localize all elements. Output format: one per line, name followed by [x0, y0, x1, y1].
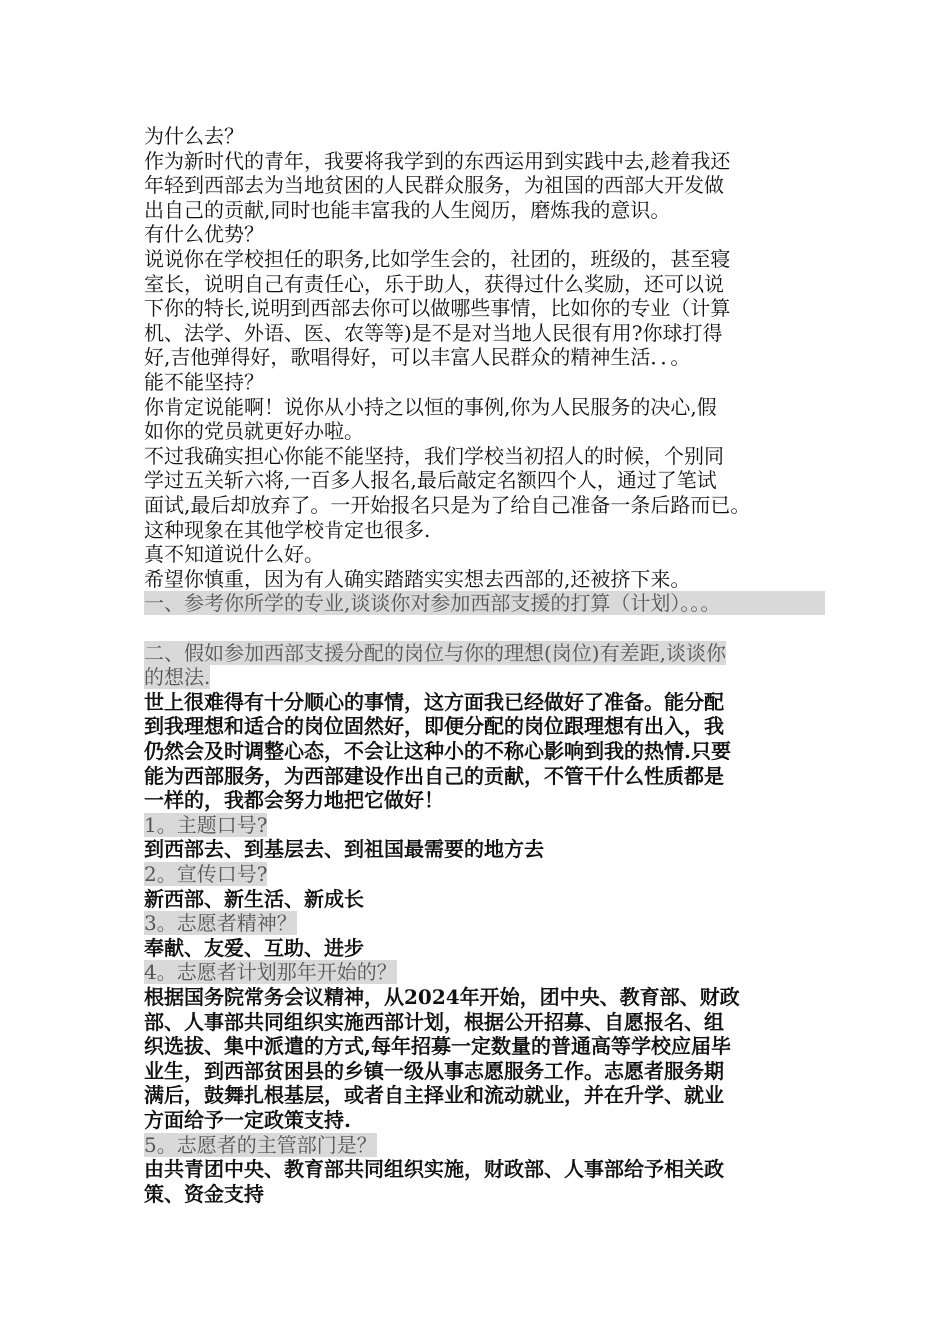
text-line: 方面给予一定政策支持.: [144, 1108, 351, 1132]
text-line: 下你的特长,说明到西部去你可以做哪些事情，比如你的专业（计算: [144, 296, 731, 320]
text-line: 仍然会及时调整心态，不会让这种小的不称心影响到我的热情.只要: [144, 739, 731, 763]
question-heading-line: 二、假如参加西部支援分配的岗位与你的理想(岗位)有差距,谈谈你: [144, 641, 726, 665]
text-line: 新西部、新生活、新成长: [144, 887, 364, 911]
text-line: 室长，说明自己有责任心，乐于助人，获得过什么奖励，还可以说: [144, 272, 724, 296]
text-line: 这种现象在其他学校肯定也很多.: [144, 518, 431, 542]
text-line: 奉献、友爱、互助、进步: [144, 936, 364, 960]
text-line: 为什么去？: [144, 124, 244, 148]
text-line: 部、人事部共同组织实施西部计划，根据公开招募、自愿报名、组: [144, 1010, 724, 1034]
question-heading-line: 5。志愿者的主管部门是？: [144, 1133, 377, 1157]
text-line: 如你的党员就更好办啦。: [144, 419, 364, 443]
text-line: 有什么优势？: [144, 222, 264, 246]
text-line: 你肯定说能啊！说你从小持之以恒的事例,你为人民服务的决心,假: [144, 395, 717, 419]
text-line: 学过五关斩六将,一百多人报名,最后敲定名额四个人，通过了笔试: [144, 468, 717, 492]
text-line: 业生，到西部贫困县的乡镇一级从事志愿服务工作。志愿者服务期: [144, 1059, 724, 1083]
text-line: 世上很难得有十分顺心的事情，这方面我已经做好了准备。能分配: [144, 690, 724, 714]
text-line: 年轻到西部去为当地贫困的人民群众服务，为祖国的西部大开发做: [144, 173, 724, 197]
question-heading-line: 2。宣传口号?: [144, 862, 268, 886]
question-heading-line: 4。志愿者计划那年开始的？: [144, 960, 397, 984]
text-line: 一样的，我都会努力地把它做好！: [144, 788, 444, 812]
text-line: 到我理想和适合的岗位固然好，即便分配的岗位跟理想有出入，我: [144, 714, 724, 738]
question-heading-line: 3。志愿者精神？: [144, 911, 297, 935]
question-heading-line: 的想法.: [144, 665, 211, 689]
text-line: 作为新时代的青年，我要将我学到的东西运用到实践中去,趁着我还: [144, 149, 731, 173]
text-line: 满后，鼓舞扎根基层，或者自主择业和流动就业，并在升学、就业: [144, 1083, 724, 1107]
text-line: 策、资金支持: [144, 1182, 264, 1206]
text-line: 好,吉他弹得好，歌唱得好，可以丰富人民群众的精神生活．．。: [144, 345, 691, 369]
text-line: 面试,最后却放弃了。一开始报名只是为了给自己准备一条后路而已。: [144, 493, 751, 517]
question-heading-line: 一、参考你所学的专业,谈谈你对参加西部支援的打算（计划）。。。: [144, 591, 825, 615]
text-line: 能为西部服务，为西部建设作出自己的贡献，不管干什么性质都是: [144, 764, 724, 788]
text-line: 说说你在学校担任的职务,比如学生会的，社团的，班级的，甚至寝: [144, 247, 731, 271]
text-line: 不过我确实担心你能不能坚持，我们学校当初招人的时候，个别同: [144, 444, 724, 468]
text-line: 真不知道说什么好。: [144, 542, 324, 566]
text-line: 希望你慎重，因为有人确实踏踏实实想去西部的,还被挤下来。: [144, 567, 691, 591]
question-heading-line: 1。主题口号?: [144, 813, 268, 837]
text-line: 由共青团中央、教育部共同组织实施，财政部、人事部给予相关政: [144, 1157, 724, 1181]
text-line: 机、法学、外语、医、农等等)是不是对当地人民很有用?你球打得: [144, 321, 723, 345]
text-line: 根据国务院常务会议精神，从2024年开始，团中央、教育部、财政: [144, 985, 740, 1009]
text-line: 织选拔、集中派遣的方式,每年招募一定数量的普通高等学校应届毕: [144, 1034, 731, 1058]
text-line: 出自己的贡献,同时也能丰富我的人生阅历，磨炼我的意识。: [144, 198, 671, 222]
text-line: 到西部去、到基层去、到祖国最需要的地方去: [144, 837, 544, 861]
text-line: 能不能坚持？: [144, 370, 264, 394]
